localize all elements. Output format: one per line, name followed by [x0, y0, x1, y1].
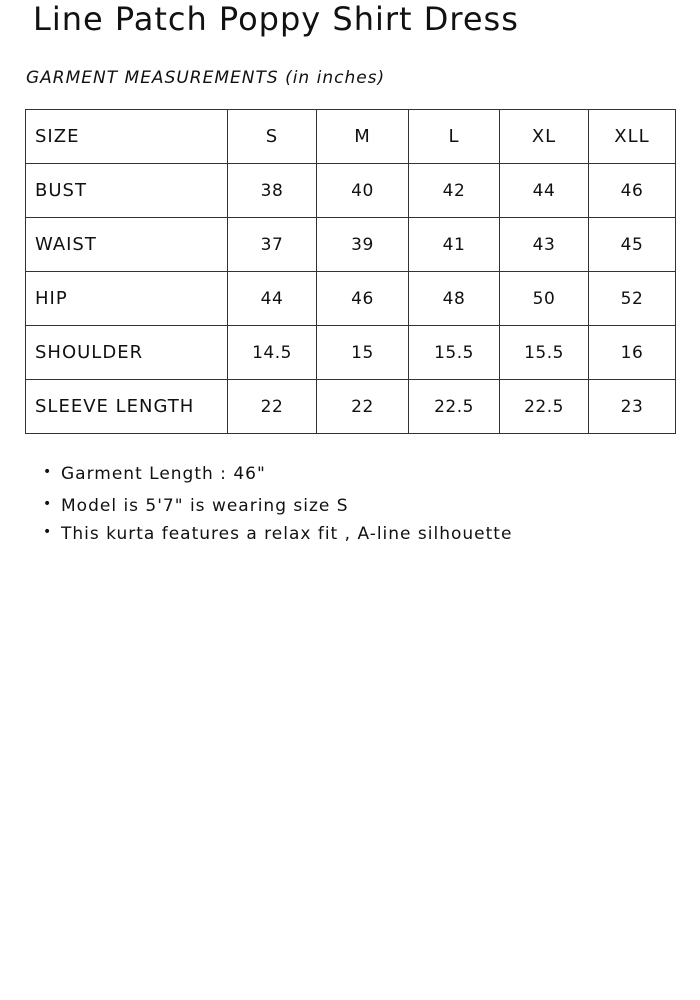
list-item	[43, 464, 512, 484]
measurements-subtitle	[26, 68, 385, 88]
note-text: Garment Length : 46"	[61, 464, 266, 484]
table-cell: 15.5	[409, 326, 500, 380]
table-cell: 46	[589, 164, 676, 218]
table-cell: 45	[589, 218, 676, 272]
table-cell: 50	[500, 272, 589, 326]
bullet-icon: •	[43, 524, 53, 540]
table-cell: 15.5	[500, 326, 589, 380]
size-header-l: L	[409, 110, 500, 164]
list-item	[43, 496, 512, 516]
row-label: HIP	[26, 272, 228, 326]
table-cell: 15	[317, 326, 409, 380]
list-item	[43, 524, 512, 544]
table-cell: 46	[317, 272, 409, 326]
table-cell: 43	[500, 218, 589, 272]
table-cell: 22	[317, 380, 409, 434]
table-row-waist	[26, 218, 676, 272]
table-cell: 48	[409, 272, 500, 326]
table-cell: 38	[228, 164, 317, 218]
size-header-xl: XL	[500, 110, 589, 164]
row-label: BUST	[26, 164, 228, 218]
subtitle-unit: (in inches)	[285, 68, 386, 88]
table-cell: 14.5	[228, 326, 317, 380]
table-cell: 22	[228, 380, 317, 434]
notes-list	[43, 460, 512, 544]
table-cell: 39	[317, 218, 409, 272]
subtitle-main: GARMENT MEASUREMENTS	[26, 68, 279, 88]
table-cell: 40	[317, 164, 409, 218]
table-row-hip	[26, 272, 676, 326]
table-row-sleeve-length	[26, 380, 676, 434]
table-row-shoulder	[26, 326, 676, 380]
bullet-icon: •	[43, 496, 53, 512]
table-row-bust	[26, 164, 676, 218]
note-text: This kurta features a relax fit , A-line silhouette	[61, 524, 513, 544]
row-label: SHOULDER	[26, 326, 228, 380]
table-cell: 22.5	[500, 380, 589, 434]
bullet-icon: •	[43, 464, 53, 480]
size-header-xll: XLL	[589, 110, 676, 164]
table-cell: 44	[500, 164, 589, 218]
note-text: Model is 5'7" is wearing size S	[61, 496, 349, 516]
table-cell: 16	[589, 326, 676, 380]
table-cell: 42	[409, 164, 500, 218]
table-cell: 22.5	[409, 380, 500, 434]
size-header-m: M	[317, 110, 409, 164]
size-header-s: S	[228, 110, 317, 164]
row-label: WAIST	[26, 218, 228, 272]
size-header-label: SIZE	[26, 110, 228, 164]
table-cell: 52	[589, 272, 676, 326]
size-chart-table	[25, 109, 676, 434]
table-cell: 44	[228, 272, 317, 326]
table-cell: 23	[589, 380, 676, 434]
row-label: SLEEVE LENGTH	[26, 380, 228, 434]
page-title: Line Patch Poppy Shirt Dress	[33, 0, 519, 38]
table-header-row	[26, 110, 676, 164]
table-cell: 37	[228, 218, 317, 272]
table-cell: 41	[409, 218, 500, 272]
